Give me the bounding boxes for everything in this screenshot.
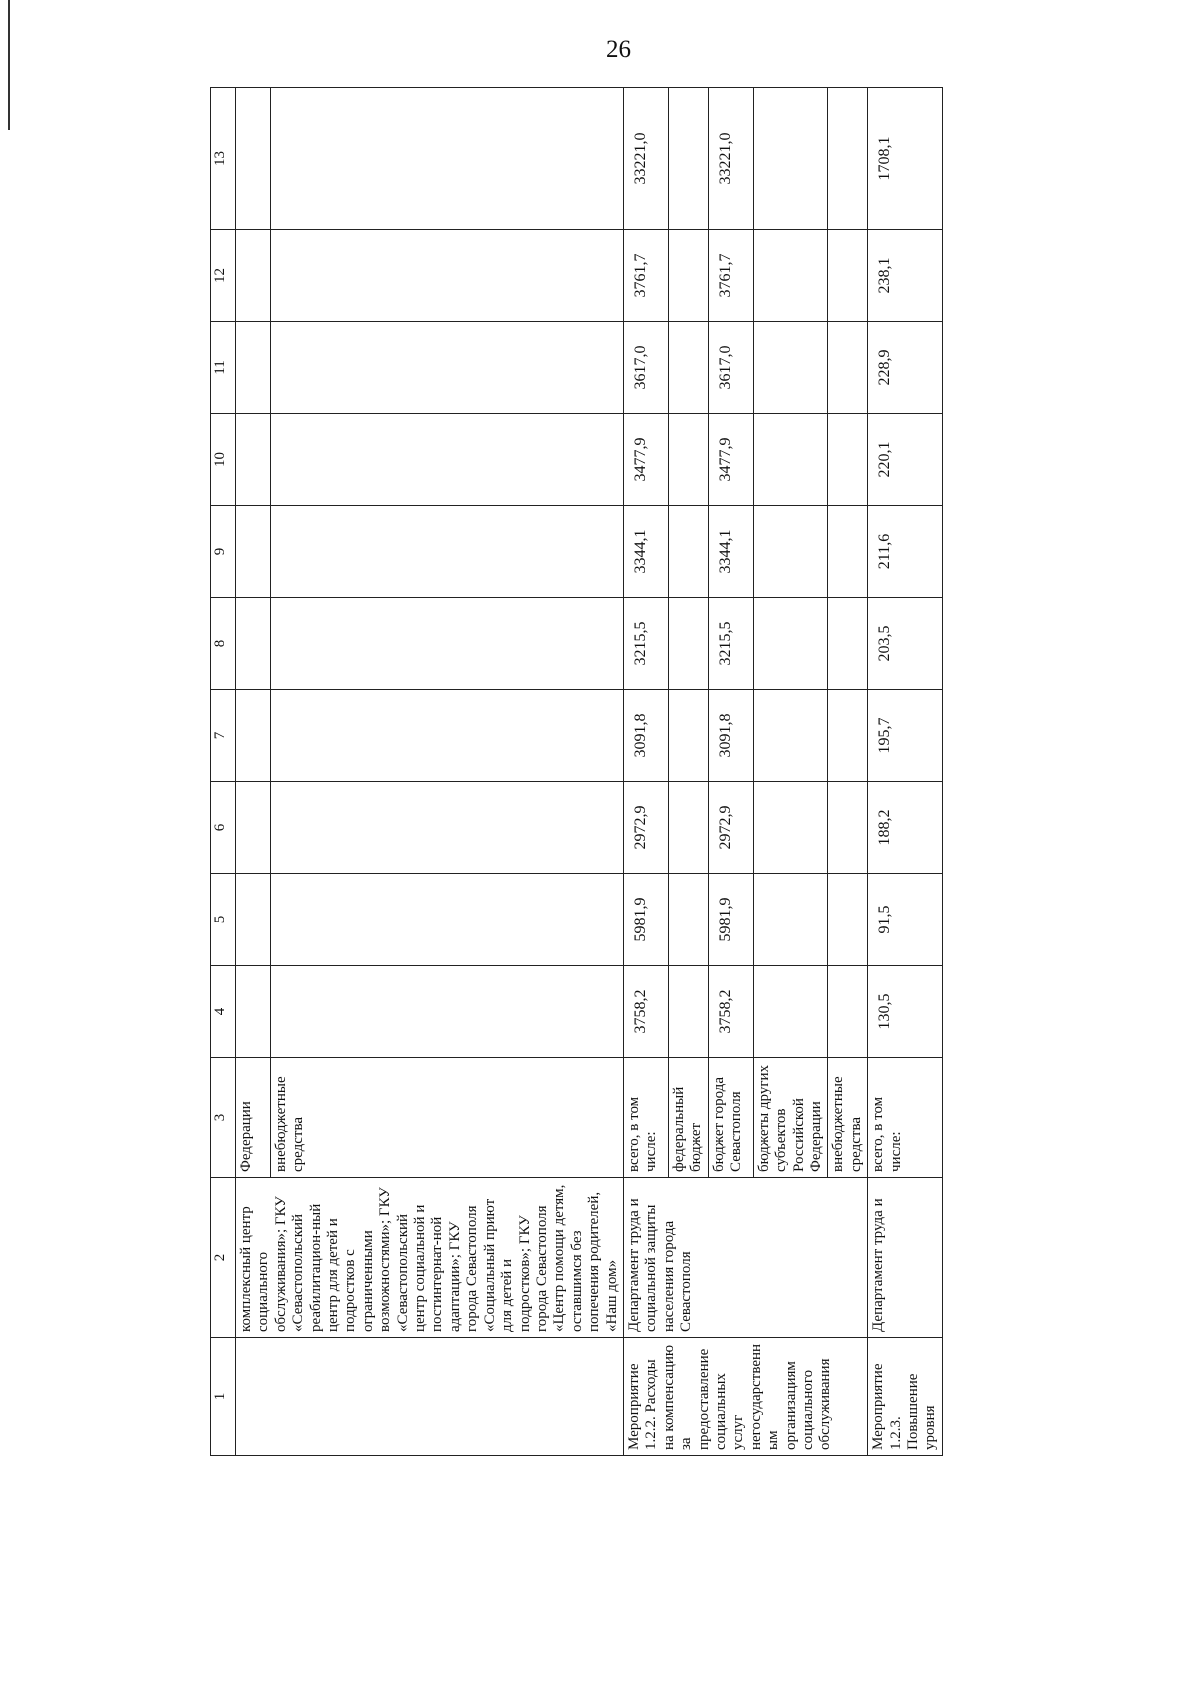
value-cell: 3617,0	[623, 322, 668, 414]
value-cell: 5981,9	[708, 874, 753, 966]
column-number: 6	[211, 782, 236, 874]
value-cell: 211,6	[868, 506, 943, 598]
column-number: 1	[211, 1338, 236, 1456]
value-cell: 3091,8	[708, 690, 753, 782]
value-cell: 3761,7	[708, 230, 753, 322]
table-row	[868, 88, 943, 1456]
budget-table	[210, 87, 943, 1456]
value-cell: 188,2	[868, 782, 943, 874]
source-cell: всего, в том числе:	[868, 1058, 943, 1178]
value-cell: 228,9	[868, 322, 943, 414]
table-row	[236, 88, 271, 1456]
value-cell: 3344,1	[708, 506, 753, 598]
column-number: 9	[211, 506, 236, 598]
value-cell: 203,5	[868, 598, 943, 690]
table-row	[623, 88, 668, 1456]
source-cell: всего, в том числе:	[623, 1058, 668, 1178]
value-cell: 3758,2	[708, 966, 753, 1058]
executor-cell: Департамент труда и социальной защиты населения города Севастополя	[623, 1178, 867, 1338]
value-cell: 3617,0	[708, 322, 753, 414]
value-cell: 3215,5	[708, 598, 753, 690]
value-cell: 130,5	[868, 966, 943, 1058]
column-number: 7	[211, 690, 236, 782]
column-number: 11	[211, 322, 236, 414]
value-cell: 91,5	[868, 874, 943, 966]
value-cell: 33221,0	[708, 88, 753, 230]
value-cell: 220,1	[868, 414, 943, 506]
column-number: 8	[211, 598, 236, 690]
executor-cell: Департамент труда и	[868, 1178, 943, 1338]
rotated-table-container	[210, 88, 1120, 1456]
value-cell: 238,1	[868, 230, 943, 322]
value-cell: 2972,9	[708, 782, 753, 874]
column-number: 3	[211, 1058, 236, 1178]
value-cell: 3761,7	[623, 230, 668, 322]
value-cell: 195,7	[868, 690, 943, 782]
value-cell: 3758,2	[623, 966, 668, 1058]
measure-cell-empty	[236, 1338, 624, 1456]
value-cell: 3091,8	[623, 690, 668, 782]
source-cell: внебюджетные средства	[270, 1058, 623, 1178]
value-cell: 3477,9	[708, 414, 753, 506]
column-number: 10	[211, 414, 236, 506]
executor-cell: комплексный центр социального обслуживания»; ГКУ «Севастопольский реабилитацион-ный центр для детей и подростков с ограниченными возможностями»; ГКУ «Севастопольский центр социальной и постинтернат-ной адаптации»; ГКУ города Севастополя «Социальный приют для детей и подростков»; ГКУ города Севастополя «Центр помощи детям, оставшимся без попечения родителей, «Наш дом»	[236, 1178, 624, 1338]
source-cell: бюджеты других субъектов Российской Федерации	[753, 1058, 828, 1178]
source-cell: федеральный бюджет	[668, 1058, 708, 1178]
value-cell: 5981,9	[623, 874, 668, 966]
column-number: 2	[211, 1178, 236, 1338]
value-cell: 3344,1	[623, 506, 668, 598]
measure-title: Мероприятие 1.2.3. Повышение уровня	[868, 1338, 943, 1456]
measure-title: Мероприятие 1.2.2. Расходы на компенсацию за предоставление социальных услуг негосударственным организациям социального обслуживания	[623, 1338, 867, 1456]
column-number: 5	[211, 874, 236, 966]
value-cell: 2972,9	[623, 782, 668, 874]
value-cell: 3215,5	[623, 598, 668, 690]
binding-line	[8, 0, 10, 130]
source-cell: бюджет города Севастополя	[708, 1058, 753, 1178]
value-cell: 1708,1	[868, 88, 943, 230]
column-number: 4	[211, 966, 236, 1058]
page-number: 26	[606, 36, 631, 63]
source-cell: Федерации	[236, 1058, 271, 1178]
value-cell: 3477,9	[623, 414, 668, 506]
column-number: 13	[211, 88, 236, 230]
column-number-row	[211, 88, 236, 1456]
value-cell: 33221,0	[623, 88, 668, 230]
column-number: 12	[211, 230, 236, 322]
source-cell: внебюджетные средства	[828, 1058, 868, 1178]
